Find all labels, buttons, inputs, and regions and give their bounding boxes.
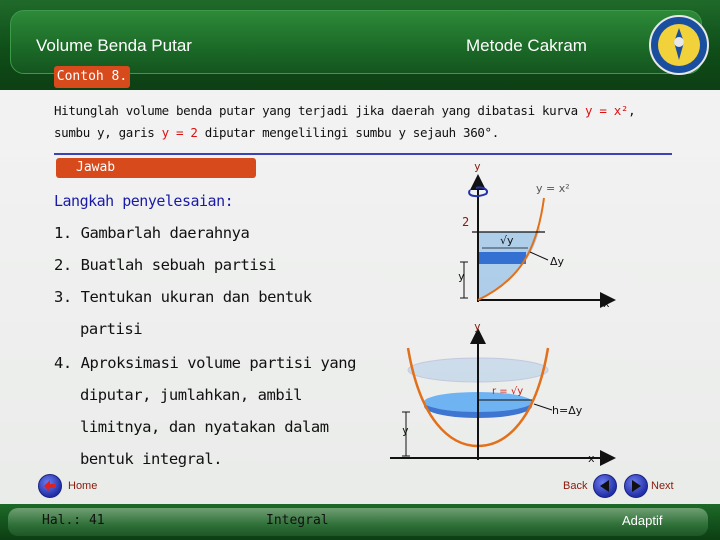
region-diagram	[458, 160, 612, 310]
page-number: Hal.: 41	[42, 513, 105, 528]
step-3-cont: partisi	[80, 320, 143, 338]
next-button[interactable]	[624, 474, 648, 498]
step-4-cont-1: diputar, jumlahkan, ambil	[80, 386, 303, 404]
slide-subtitle: Metode Cakram	[466, 36, 587, 55]
home-button[interactable]	[38, 474, 62, 498]
next-label[interactable]: Next	[651, 480, 674, 492]
delta-y-leader	[530, 252, 548, 260]
x-axis-label-bottom: x	[588, 452, 595, 465]
sqrt-y-label: √y	[500, 234, 514, 247]
y-axis-label: y	[474, 160, 481, 173]
steps-title: Langkah penyelesaian:	[54, 192, 234, 210]
problem-line1-end: ,	[628, 103, 636, 118]
curve-equation: y = x²	[585, 103, 629, 118]
step-1: 1. Gambarlah daerahnya	[54, 224, 250, 242]
step-4-cont-3: bentuk integral.	[80, 450, 223, 468]
y-dimension-label: y	[458, 270, 465, 283]
back-label[interactable]: Back	[563, 480, 588, 492]
height-leader	[534, 404, 552, 410]
step-4: 4. Aproksimasi volume partisi yang	[54, 354, 356, 372]
slide-title: Volume Benda Putar	[36, 36, 192, 55]
brand-label: Adaptif	[622, 513, 663, 528]
step-4-cont-2: limitnya, dan nyatakan dalam	[80, 418, 329, 436]
curve-label: y = x²	[536, 182, 570, 195]
arrow-left-icon	[39, 475, 61, 497]
home-label[interactable]: Home	[68, 480, 98, 492]
back-button[interactable]	[593, 474, 617, 498]
y-dimension-label-bottom: y	[402, 424, 409, 437]
problem-line1-text: Hitunglah volume benda putar yang terjadi jika daerah yang dibatasi kurva	[54, 103, 585, 118]
step-3: 3. Tentukan ukuran dan bentuk	[54, 288, 312, 306]
height-label: h=Δy	[552, 404, 583, 417]
x-axis-label: x	[603, 297, 610, 310]
problem-line2-text: sumbu y, garis	[54, 125, 162, 140]
disk-diagram	[390, 320, 612, 465]
partition-strip	[478, 252, 526, 264]
triangle-left-icon	[594, 475, 616, 497]
triangle-right-icon	[625, 475, 647, 497]
step-2: 2. Buatlah sebuah partisi	[54, 256, 277, 274]
example-label: Contoh 8.	[54, 66, 130, 88]
problem-line2-end: diputar mengelilingi sumbu y sejauh 360°.	[197, 125, 499, 140]
footer-panel	[8, 508, 708, 536]
answer-label: Jawab	[56, 158, 256, 178]
delta-y-label: Δy	[550, 255, 565, 268]
y-axis-label-bottom: y	[474, 320, 481, 333]
line-equation: y = 2	[161, 125, 198, 140]
topic-label: Integral	[266, 513, 329, 528]
line-value-label: 2	[462, 215, 470, 229]
radius-label: r = √y	[492, 386, 524, 397]
